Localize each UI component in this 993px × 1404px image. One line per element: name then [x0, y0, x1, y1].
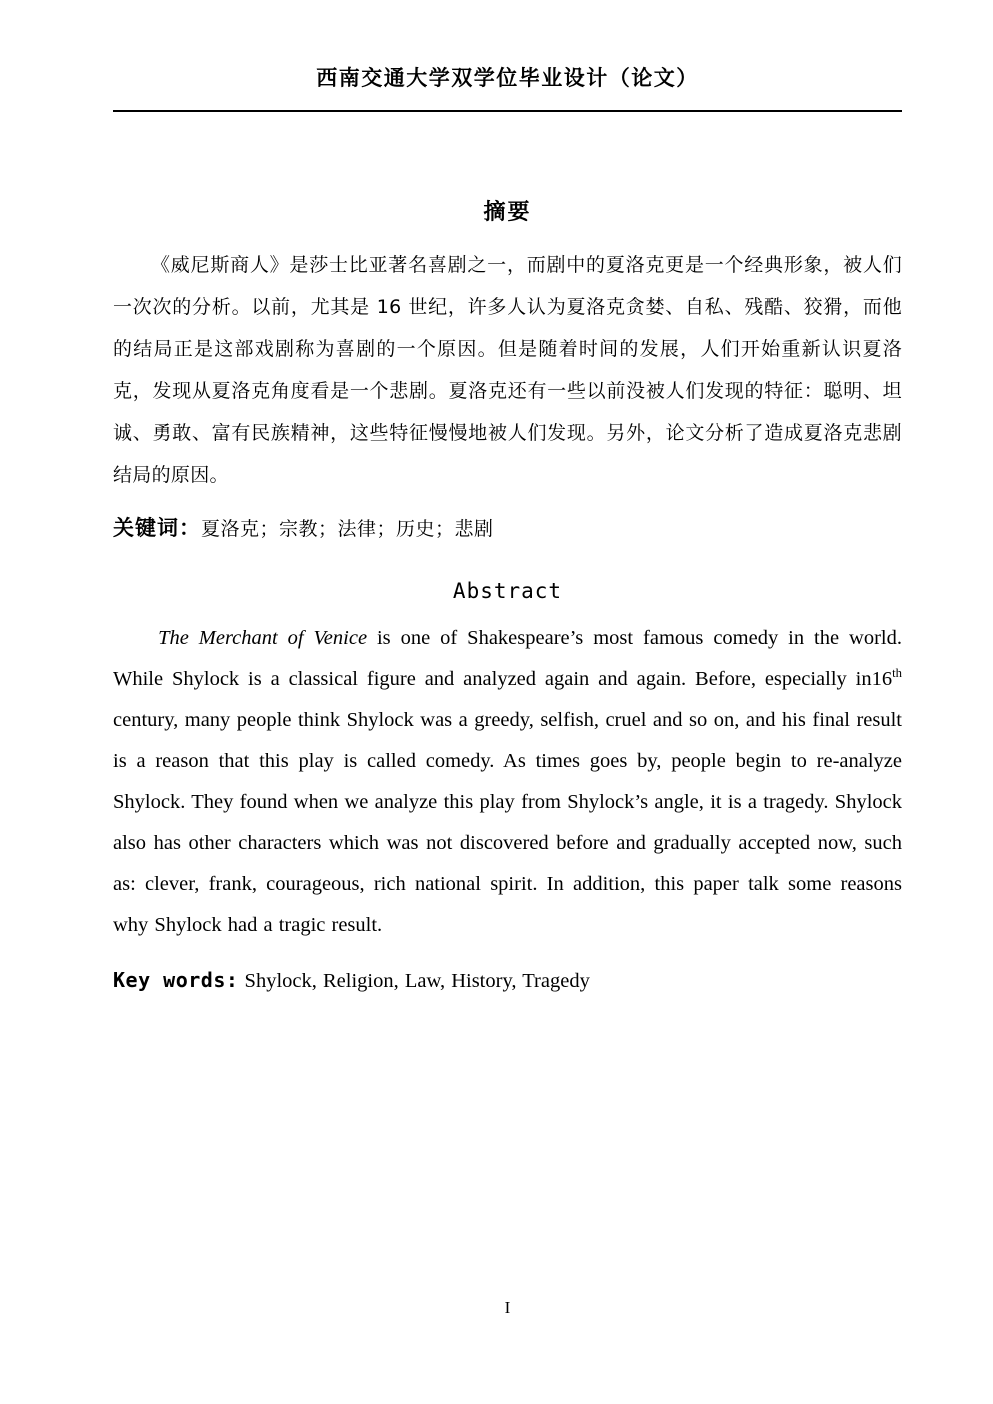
play-title-italic: The Merchant of Venice — [158, 627, 368, 649]
abstract-en-body-part-2: century, many people think Shylock was a greedy, selfish, cruel and so on, and his final result is a reason that this play is called comedy. As times goes by, people begin to re-analyze Shylock. They found when we analyze this play from Shylock’s angle, it is a tragedy. Shylock also has other characters which was not discovered before and gradually accepted now, such as: clever, frank, courageous, rich national spirit. In addition, this paper talk some reasons why Shylock had a tragic result. — [113, 709, 902, 936]
section-spacer — [113, 550, 902, 574]
page-header — [113, 64, 902, 92]
page-footer — [113, 1298, 902, 1318]
page-header-title: 西南交通大学双学位毕业设计（论文） — [316, 66, 699, 90]
ordinal-superscript: th — [892, 666, 902, 681]
abstract-en-body — [113, 618, 902, 946]
abstract-en-heading: Abstract — [452, 579, 563, 603]
keywords-en-label: Key words: — [113, 968, 239, 992]
keywords-en-line — [113, 960, 902, 1003]
abstract-cn-body: 《威尼斯商人》是莎士比亚著名喜剧之一，而剧中的夏洛克更是一个经典形象，被人们一次次的分析。以前，尤其是 16 世纪，许多人认为夏洛克贪婪、自私、残酷、狡猾，而他的结局正是这部戏剧称为喜剧的一个原因。但是随着时间的发展，人们开始重新认识夏洛克，发现从夏洛克角度看是一个悲剧。夏洛克还有一些以前没被人们发现的特征：聪明、坦诚、勇敢、富有民族精神，这些特征慢慢地被人们发现。另外，论文分析了造成夏洛克悲剧结局的原因。 — [113, 254, 902, 486]
keywords-en-value: Shylock, Religion, Law, History, Tragedy — [238, 970, 590, 992]
document-content — [113, 196, 902, 1003]
header-rule-divider — [113, 110, 902, 112]
keywords-cn-value: 夏洛克；宗教；法律；历史；悲剧 — [201, 518, 494, 540]
abstract-cn-heading: 摘要 — [483, 200, 532, 225]
keywords-cn-label: 关键词： — [113, 516, 201, 540]
page-number: I — [504, 1298, 511, 1317]
keywords-cn-line — [113, 508, 902, 550]
abstract-en-body-part-1: is one of Shakespeare’s most famous comedy in the world. While Shylock is a classical figure and analyzed again and again. Before, especially in16 — [113, 627, 902, 690]
